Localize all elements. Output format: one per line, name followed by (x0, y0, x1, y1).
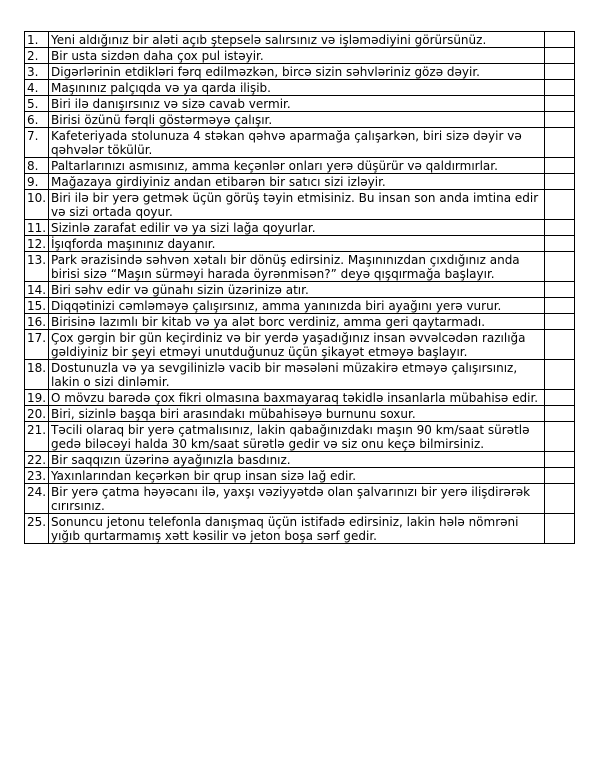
item-number: 20. (25, 406, 49, 422)
item-text: Yaxınlarından keçərkən bir qrup insan sizə lağ edir. (49, 468, 545, 484)
table-row (25, 48, 575, 64)
table-row (25, 282, 575, 298)
score-cell[interactable] (545, 422, 575, 452)
item-text: Yeni aldığınız bir aləti açıb ştepselə salırsınız və işləmədiyini görürsünüz. (49, 32, 545, 48)
score-cell[interactable] (545, 252, 575, 282)
item-text: Təcili olaraq bir yerə çatmalısınız, lakin qabağınızdakı maşın 90 km/saat sürətlə gedə biləcəyi halda 30 km/saat sürətlə gedir və siz onu keçə bilmirsiniz. (49, 422, 545, 452)
item-text: Çox gərgin bir gün keçirdiniz və bir yerdə yaşadığınız insan əvvəlcədən razılığa gəldiyiniz bir şeyi etməyi unutduğunuz üçün şikayət etməyə başlayır. (49, 330, 545, 360)
items-table (24, 31, 575, 544)
table-row (25, 330, 575, 360)
item-number: 8. (25, 158, 49, 174)
score-cell[interactable] (545, 468, 575, 484)
item-number: 18. (25, 360, 49, 390)
item-number: 12. (25, 236, 49, 252)
table-row (25, 158, 575, 174)
table-row (25, 128, 575, 158)
score-cell[interactable] (545, 96, 575, 112)
score-cell[interactable] (545, 64, 575, 80)
item-number: 7. (25, 128, 49, 158)
score-cell[interactable] (545, 158, 575, 174)
item-number: 4. (25, 80, 49, 96)
item-number: 22. (25, 452, 49, 468)
table-row (25, 452, 575, 468)
score-cell[interactable] (545, 220, 575, 236)
item-number: 2. (25, 48, 49, 64)
score-cell[interactable] (545, 514, 575, 544)
score-cell[interactable] (545, 330, 575, 360)
item-text: O mövzu barədə çox fikri olmasına baxmayaraq təkidlə insanlarla mübahisə edir. (49, 390, 545, 406)
item-number: 5. (25, 96, 49, 112)
item-text: Sonuncu jetonu telefonla danışmaq üçün istifadə edirsiniz, lakin hələ nömrəni yığıb qurtarmamış xətt kəsilir və jeton boşa sərf gedir. (49, 514, 545, 544)
item-number: 11. (25, 220, 49, 236)
item-text: Kafeteriyada stolunuza 4 stəkan qəhvə aparmağa çalışarkən, biri sizə dəyir və qəhvələr tökülür. (49, 128, 545, 158)
table-row (25, 484, 575, 514)
score-cell[interactable] (545, 298, 575, 314)
table-row (25, 298, 575, 314)
score-cell[interactable] (545, 282, 575, 298)
table-row (25, 174, 575, 190)
item-text: Biri ilə danışırsınız və sizə cavab vermir. (49, 96, 545, 112)
item-number: 16. (25, 314, 49, 330)
item-number: 15. (25, 298, 49, 314)
score-cell[interactable] (545, 314, 575, 330)
table-row (25, 406, 575, 422)
table-row (25, 220, 575, 236)
score-cell[interactable] (545, 360, 575, 390)
item-number: 24. (25, 484, 49, 514)
table-row (25, 236, 575, 252)
item-text: Mağazaya girdiyiniz andan etibarən bir satıcı sizi izləyir. (49, 174, 545, 190)
item-text: Maşınınız palçıqda və ya qarda ilişib. (49, 80, 545, 96)
item-text: Bir usta sizdən daha çox pul istəyir. (49, 48, 545, 64)
score-cell[interactable] (545, 112, 575, 128)
item-number: 21. (25, 422, 49, 452)
item-number: 14. (25, 282, 49, 298)
table-row (25, 422, 575, 452)
item-text: Bir saqqızın üzərinə ayağınızla basdınız. (49, 452, 545, 468)
table-row (25, 112, 575, 128)
table-row (25, 252, 575, 282)
questionnaire-sheet (24, 31, 574, 544)
score-cell[interactable] (545, 128, 575, 158)
table-row (25, 96, 575, 112)
score-cell[interactable] (545, 48, 575, 64)
item-text: Bir yerə çatma həyəcanı ilə, yaxşı vəziyyətdə olan şalvarınızı bir yerə ilişdirərək cırırsınız. (49, 484, 545, 514)
item-number: 1. (25, 32, 49, 48)
score-cell[interactable] (545, 390, 575, 406)
table-row (25, 390, 575, 406)
item-number: 23. (25, 468, 49, 484)
score-cell[interactable] (545, 174, 575, 190)
item-number: 13. (25, 252, 49, 282)
score-cell[interactable] (545, 190, 575, 220)
table-row (25, 64, 575, 80)
table-row (25, 80, 575, 96)
table-row (25, 314, 575, 330)
item-number: 17. (25, 330, 49, 360)
score-cell[interactable] (545, 452, 575, 468)
item-text: Biri, sizinlə başqa biri arasındakı mübahisəyə burnunu soxur. (49, 406, 545, 422)
score-cell[interactable] (545, 406, 575, 422)
item-text: Digərlərinin etdikləri fərq edilməzkən, bircə sizin səhvləriniz gözə dəyir. (49, 64, 545, 80)
table-row (25, 190, 575, 220)
score-cell[interactable] (545, 236, 575, 252)
table-row (25, 468, 575, 484)
item-text: Sizinlə zarafat edilir və ya sizi lağa qoyurlar. (49, 220, 545, 236)
item-number: 9. (25, 174, 49, 190)
item-text: Dostunuzla və ya sevgilinizlə vacib bir məsələni müzakirə etməyə çalışırsınız, lakin o sizi dinləmir. (49, 360, 545, 390)
item-text: Diqqətinizi cəmləməyə çalışırsınız, amma yanınızda biri ayağını yerə vurur. (49, 298, 545, 314)
item-number: 10. (25, 190, 49, 220)
table-row (25, 32, 575, 48)
table-row (25, 514, 575, 544)
item-number: 3. (25, 64, 49, 80)
item-text: Park ərazisində səhvən xətalı bir dönüş edirsiniz. Maşınınızdan çıxdığınız anda birisi sizə “Maşın sürməyi harada öyrənmisən?” deyə qışqırmağa başlayır. (49, 252, 545, 282)
item-text: Biri səhv edir və günahı sizin üzərinizə atır. (49, 282, 545, 298)
item-text: İşıqforda maşınınız dayanır. (49, 236, 545, 252)
table-row (25, 360, 575, 390)
score-cell[interactable] (545, 80, 575, 96)
item-text: Birisi özünü fərqli göstərməyə çalışır. (49, 112, 545, 128)
score-cell[interactable] (545, 32, 575, 48)
item-number: 19. (25, 390, 49, 406)
score-cell[interactable] (545, 484, 575, 514)
item-text: Birisinə lazımlı bir kitab və ya alət borc verdiniz, amma geri qaytarmadı. (49, 314, 545, 330)
items-table-body (25, 32, 575, 544)
item-text: Biri ilə bir yerə getmək üçün görüş təyin etmisiniz. Bu insan son anda imtina edir və sizi ortada qoyur. (49, 190, 545, 220)
item-text: Paltarlarınızı asmısınız, amma keçənlər onları yerə düşürür və qaldırmırlar. (49, 158, 545, 174)
item-number: 6. (25, 112, 49, 128)
item-number: 25. (25, 514, 49, 544)
